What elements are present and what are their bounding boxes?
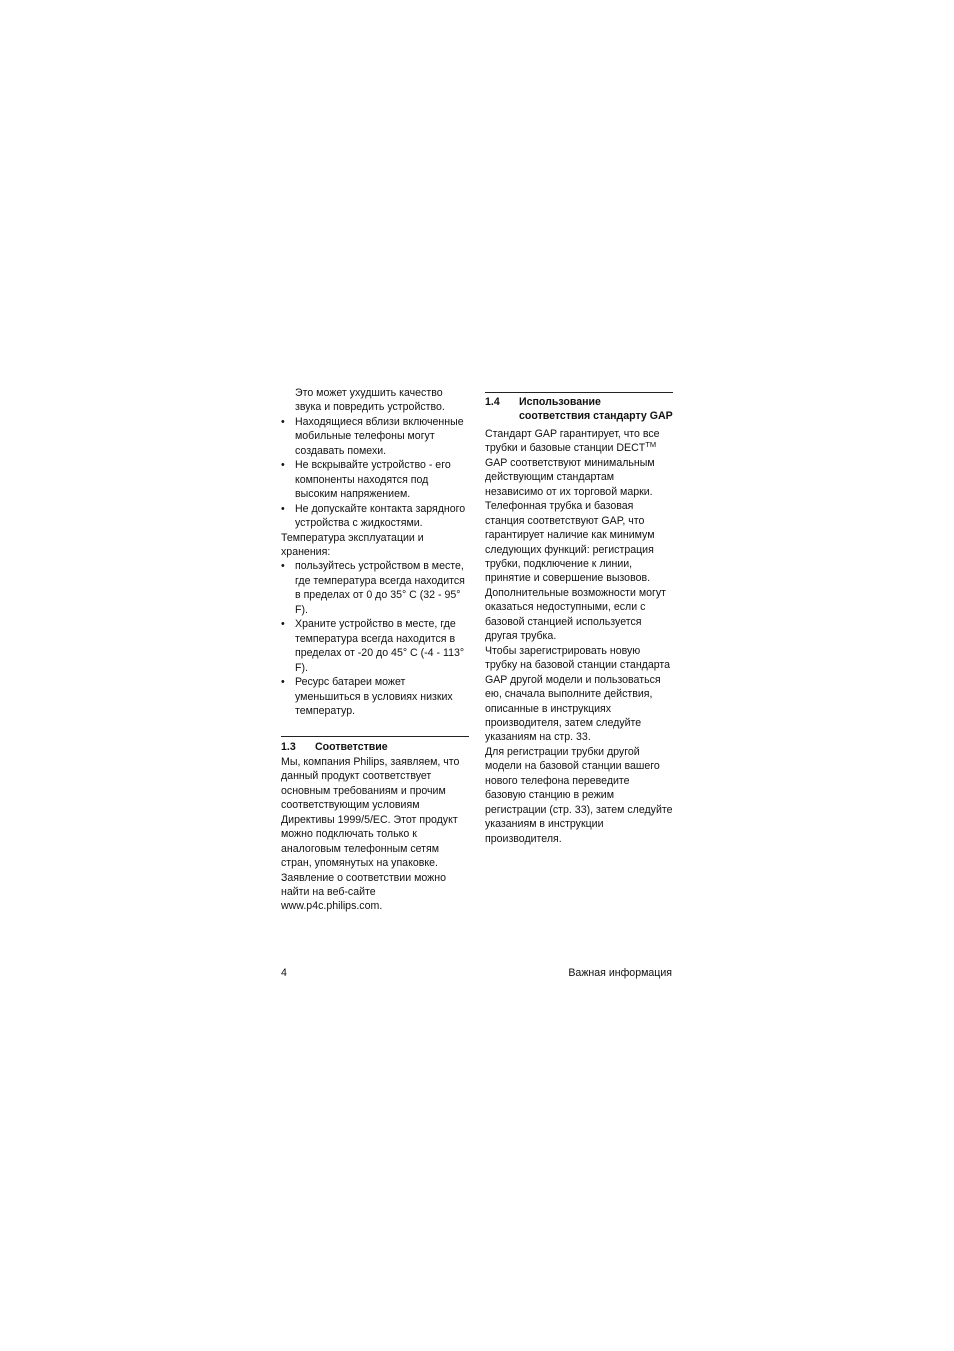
right-column [485,392,673,846]
section-number: 1.4 [485,396,500,408]
bullet-icon: • [281,560,285,573]
section-number: 1.3 [281,741,296,754]
section-divider [485,392,673,393]
list-item: • Храните устройство в месте, где температура всегда находится в пределах от -20 до 45° C (-4 - 113° F). [281,618,465,674]
paragraph-gap-functions: Телефонная трубка и базовая станция соответствуют GAP, что гарантирует наличие как минимум следующих функций: регистрация трубки, подключение к линии, принятие и совершение вызовов. Дополнительные возможности могут оказаться недоступными, если с базовой станцией используется другая трубка. [485,500,667,643]
section-title: Соответствие [315,741,388,754]
section-heading-1-3 [281,740,469,754]
list-item: • Не вскрывайте устройство - его компоненты находятся под высоким напряжением. [281,459,451,501]
temperature-heading: Температура эксплуатации и хранения: [281,531,424,558]
bullet-icon: • [281,502,285,515]
bullet-icon: • [281,415,285,428]
list-item: • пользуйтесь устройством в месте, где температура всегда находится в пределах от 0 до 35° C (32 - 95° F). [281,560,465,616]
footer-section-name: Важная информация [568,967,672,979]
section-heading-1-4 [485,395,673,424]
trademark-superscript: TM [645,440,657,450]
bullet-icon: • [281,459,285,472]
list-item: • Ресурс батареи может уменьшиться в условиях низких температур. [281,676,453,717]
left-column [281,386,469,914]
section-body: Мы, компания Philips, заявляем, что данный продукт соответствует основным требованиям и прочим соответствующим условиям Директивы 1999/5/EC. Этот продукт можно подключать только к аналоговым телефонным сетям стран, упомянутых на упаковке. Заявление о соответствии можно найти на веб-сайте www.p4c.philips.com. [281,755,460,913]
list-item: • Находящиеся вблизи включенные мобильные телефоны могут создавать помехи. [281,415,464,457]
page-number: 4 [281,967,287,979]
paragraph-register-other: Для регистрации трубки другой модели на базовой станции вашего нового телефона переведите базовую станцию в режим регистрации (стр. 33), затем следуйте указаниям в инструкции производителя. [485,745,673,845]
bullet-icon: • [281,618,285,631]
paragraph-register-handset: Чтобы зарегистрировать новую трубку на базовой станции стандарта GAP другой модели и пользоваться ею, сначала выполните действия, описанные в инструкциях производителя, затем следуйте указаниям на стр. 33. [485,644,671,744]
bullet-icon: • [281,676,285,689]
paragraph-gap-standard: Стандарт GAP гарантирует, что все трубки и базовые станции DECT™ GAP соответствуют минимальным действующим стандартам независимо от их торговой марки. [485,427,660,498]
list-item: • Не допускайте контакта зарядного устройства с жидкостями. [281,502,466,530]
continuation-text: Это может ухудшить качество звука и повредить устройство. [295,387,445,414]
section-title: Использование соответствия стандарту GAP [519,396,673,423]
section-divider [281,736,469,737]
